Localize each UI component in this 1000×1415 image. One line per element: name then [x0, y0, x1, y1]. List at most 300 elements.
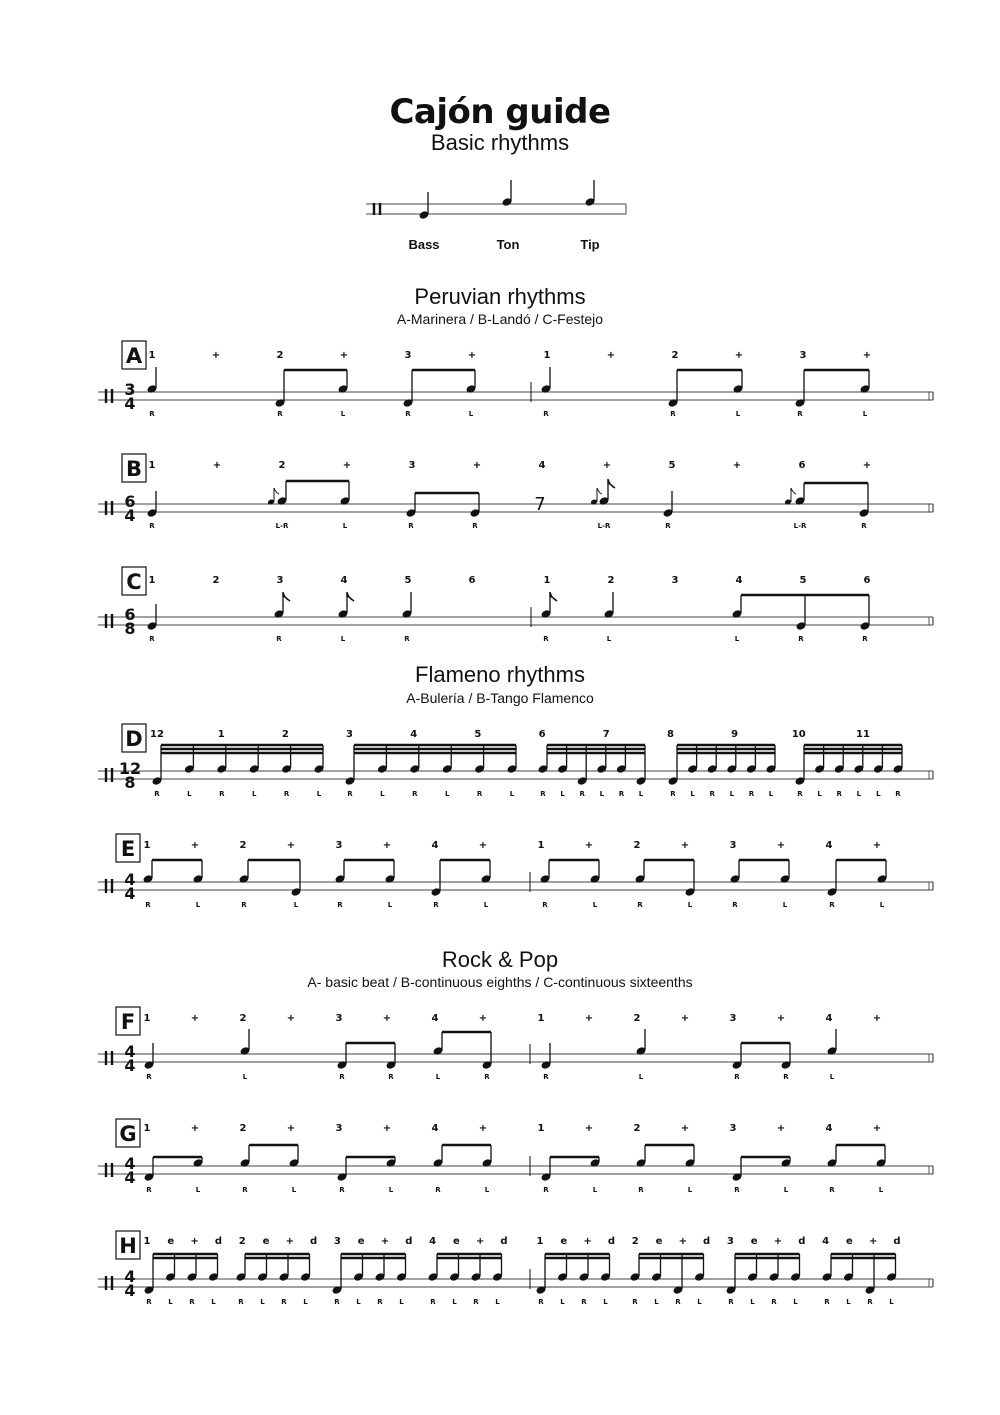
flag	[608, 479, 615, 488]
count-label: 2	[633, 1013, 641, 1024]
sticking: L-R	[793, 522, 807, 530]
count-label: +	[467, 350, 477, 361]
count-label: 3	[404, 350, 412, 361]
count-label: 6	[798, 460, 806, 471]
time-sig-bottom: 4	[124, 1056, 136, 1075]
count-label: 3	[335, 840, 343, 851]
sticking: L	[856, 790, 862, 798]
count-label: +	[190, 1236, 199, 1247]
time-sig-top: 6	[124, 492, 136, 511]
sticking: L	[817, 790, 822, 798]
sticking: L	[729, 790, 735, 798]
sticking: R	[484, 1073, 490, 1081]
sticking: L	[444, 790, 450, 798]
sticking: R	[347, 790, 353, 798]
count-label: 1	[148, 575, 156, 586]
count-label: d	[310, 1236, 318, 1247]
sticking: L	[399, 1298, 404, 1306]
sticking: L	[876, 790, 881, 798]
sticking: R	[283, 790, 290, 798]
time-sig-bottom: 4	[124, 1281, 136, 1300]
sticking: R	[146, 1073, 152, 1081]
sticking: R	[149, 635, 155, 643]
count-label: d	[405, 1236, 413, 1247]
flag	[550, 592, 557, 601]
count-label: 3	[726, 1236, 734, 1247]
sticking: L	[195, 1186, 201, 1194]
count-label: 12	[150, 729, 164, 740]
sticking: L	[846, 1298, 851, 1306]
count-label: d	[607, 1236, 615, 1247]
count-label: 4	[431, 840, 439, 851]
sticking: R	[543, 410, 549, 418]
count-label: 8	[666, 729, 674, 740]
sticking: R	[540, 790, 546, 798]
count-label: 2	[239, 1013, 247, 1024]
count-label: 1	[536, 1236, 544, 1247]
sticking: L	[495, 1298, 500, 1306]
rhythm-letter-f: F	[120, 1010, 136, 1034]
sticking: R	[867, 1298, 873, 1306]
count-label: +	[872, 1123, 882, 1134]
count-label: +	[584, 840, 594, 851]
sticking: R	[473, 1298, 479, 1306]
count-label: +	[382, 1123, 392, 1134]
sticking: R	[581, 1298, 587, 1306]
count-label: +	[286, 840, 296, 851]
count-label: 3	[333, 1236, 341, 1247]
sticking: L	[878, 1186, 884, 1194]
sticking: R	[670, 410, 676, 418]
sticking: R	[339, 1186, 345, 1194]
count-label: e	[655, 1236, 663, 1247]
count-label: +	[776, 840, 786, 851]
count-label: 5	[474, 729, 482, 740]
legend-label-tip: Tip	[580, 237, 600, 252]
time-sig-top: 6	[124, 605, 136, 624]
sticking: L	[211, 1298, 216, 1306]
sticking: L	[340, 635, 346, 643]
count-label: +	[862, 460, 872, 471]
sticking: R	[836, 790, 842, 798]
sticking: L	[829, 1073, 835, 1081]
count-label: +	[734, 350, 744, 361]
page-subtitle: Basic rhythms	[430, 130, 570, 155]
count-label: 2	[633, 840, 641, 851]
count-label: 1	[537, 1013, 545, 1024]
sticking: R	[829, 1186, 835, 1194]
sticking: R	[476, 790, 483, 798]
count-label: +	[732, 460, 742, 471]
sticking: R	[861, 522, 867, 530]
sticking: R	[709, 790, 715, 798]
sticking: R	[408, 522, 414, 530]
count-label: 2	[239, 840, 247, 851]
count-label: +	[476, 1236, 485, 1247]
count-label: 2	[607, 575, 615, 586]
sticking: R	[404, 635, 410, 643]
sticking: L	[356, 1298, 361, 1306]
sticking: L	[782, 901, 788, 909]
count-label: e	[560, 1236, 568, 1247]
sticking: R	[542, 901, 548, 909]
count-label: 1	[543, 575, 551, 586]
count-label: 1	[143, 1123, 151, 1134]
count-label: 3	[729, 840, 737, 851]
sticking: L	[592, 1186, 598, 1194]
sticking: L	[187, 790, 192, 798]
sticking: L	[889, 1298, 894, 1306]
sticking: R	[895, 790, 901, 798]
count-label: 1	[217, 729, 225, 740]
count-label: +	[862, 350, 872, 361]
count-label: 4	[825, 1013, 833, 1024]
sticking: L	[340, 410, 346, 418]
count-label: 3	[335, 1123, 343, 1134]
count-label: 1	[143, 840, 151, 851]
count-label: 4	[410, 729, 418, 740]
section-subtitle-rock-pop: A- basic beat / B-continuous eighths / C-continuous sixteenths	[307, 974, 693, 990]
rhythm-letter-d: D	[125, 727, 143, 751]
count-label: +	[606, 350, 616, 361]
count-label: 4	[825, 840, 833, 851]
time-sig-top: 12	[118, 759, 142, 778]
count-label: 1	[148, 350, 156, 361]
count-label: +	[380, 1236, 390, 1247]
time-sig-bottom: 4	[124, 506, 136, 525]
sticking: R	[154, 790, 160, 798]
sticking: R	[579, 790, 585, 798]
eighth-rest-icon: 7	[534, 494, 546, 515]
sticking: R	[632, 1298, 638, 1306]
time-sig-top: 4	[124, 870, 136, 889]
count-label: 2	[631, 1236, 639, 1247]
count-label: +	[478, 1013, 488, 1024]
count-label: 2	[276, 350, 284, 361]
section-subtitle-peruvian: A-Marinera / B-Landó / C-Festejo	[396, 311, 604, 327]
sticking: R	[618, 790, 625, 798]
count-label: +	[472, 460, 482, 471]
sticking: R	[543, 1073, 549, 1081]
sticking: R	[388, 1073, 394, 1081]
count-label: 4	[735, 575, 743, 586]
sticking: R	[241, 901, 247, 909]
count-label: 2	[238, 1236, 246, 1247]
count-label: +	[680, 1123, 690, 1134]
sticking: L	[697, 1298, 702, 1306]
count-label: e	[750, 1236, 758, 1247]
count-label: 11	[856, 729, 870, 740]
count-label: 6	[538, 729, 546, 740]
count-label: +	[583, 1236, 592, 1247]
sticking: L	[468, 410, 474, 418]
count-label: 1	[537, 1123, 545, 1134]
sticking: R	[276, 635, 282, 643]
count-label: 5	[404, 575, 412, 586]
sticking: R	[472, 522, 478, 530]
sticking: R	[277, 410, 283, 418]
sticking: R	[281, 1298, 287, 1306]
count-label: d	[214, 1236, 222, 1247]
sticking: L	[592, 901, 598, 909]
sticking: R	[219, 790, 225, 798]
count-label: +	[680, 1013, 690, 1024]
count-label: 3	[276, 575, 284, 586]
rhythm-letter-b: B	[125, 457, 143, 481]
sticking: L-R	[275, 522, 289, 530]
time-sig-bottom: 8	[124, 773, 136, 792]
sticking: L	[606, 635, 612, 643]
count-label: +	[678, 1236, 687, 1247]
sticking: R	[149, 410, 155, 418]
count-label: +	[680, 840, 690, 851]
count-label: 2	[281, 729, 289, 740]
time-sig-top: 4	[124, 1267, 136, 1286]
legend-label-ton: Ton	[496, 237, 520, 252]
sticking: L	[879, 901, 885, 909]
sticking: L	[342, 522, 348, 530]
count-label: 3	[799, 350, 807, 361]
sticking: L-R	[597, 522, 611, 530]
count-label: d	[703, 1236, 711, 1247]
sticking: L	[750, 1298, 755, 1306]
sticking: L	[560, 1298, 565, 1306]
sticking: L	[387, 901, 393, 909]
sticking: R	[405, 410, 411, 418]
time-sig-top: 3	[124, 380, 136, 399]
sticking: L	[603, 1298, 608, 1306]
sticking: L	[251, 790, 257, 798]
sticking: R	[748, 790, 755, 798]
count-label: 3	[346, 729, 354, 740]
count-label: 1	[143, 1013, 151, 1024]
count-label: 3	[335, 1013, 343, 1024]
sticking: R	[433, 901, 439, 909]
sticking: R	[798, 635, 804, 643]
sticking: R	[435, 1186, 441, 1194]
sticking: R	[146, 1186, 152, 1194]
sticking: L	[735, 410, 741, 418]
count-label: 4	[431, 1013, 439, 1024]
sticking: R	[189, 1298, 195, 1306]
sticking: L	[291, 1186, 297, 1194]
sticking: L	[509, 790, 515, 798]
sticking: R	[734, 1186, 740, 1194]
sticking: L	[435, 1073, 441, 1081]
sticking: R	[797, 790, 803, 798]
sticking: R	[797, 410, 803, 418]
sticking: L	[599, 790, 605, 798]
count-label: e	[262, 1236, 270, 1247]
count-label: 4	[822, 1236, 830, 1247]
grace-flag	[597, 488, 602, 494]
section-title-rock-pop: Rock & Pop	[441, 947, 559, 972]
section-subtitle-flamenco: A-Bulería / B-Tango Flamenco	[406, 690, 594, 706]
count-label: +	[190, 1013, 200, 1024]
count-label: 5	[799, 575, 807, 586]
sticking: R	[543, 1186, 549, 1194]
time-sig-bottom: 4	[124, 394, 136, 413]
count-label: 5	[668, 460, 676, 471]
sticking: R	[783, 1073, 789, 1081]
count-label: +	[869, 1236, 878, 1247]
sticking: R	[149, 522, 155, 530]
count-label: 4	[340, 575, 348, 586]
sticking: L	[793, 1298, 798, 1306]
count-label: 3	[729, 1013, 737, 1024]
sticking: R	[728, 1298, 734, 1306]
count-label: e	[167, 1236, 175, 1247]
count-label: +	[602, 460, 612, 471]
sticking: L	[195, 901, 201, 909]
sticking: R	[339, 1073, 345, 1081]
count-label: 10	[791, 729, 806, 740]
count-label: 6	[863, 575, 871, 586]
count-label: 7	[602, 729, 610, 740]
section-title-peruvian: Peruvian rhythms	[414, 284, 586, 309]
sticking: R	[377, 1298, 383, 1306]
count-label: +	[478, 840, 488, 851]
sticking: L	[168, 1298, 173, 1306]
count-label: d	[500, 1236, 508, 1247]
section-title-flamenco: Flameno rhythms	[415, 662, 585, 687]
count-label: +	[285, 1236, 294, 1247]
sticking: L	[260, 1298, 265, 1306]
count-label: +	[584, 1013, 594, 1024]
sticking: R	[638, 1186, 644, 1194]
sticking: L	[452, 1298, 457, 1306]
sticking: L	[734, 635, 740, 643]
sticking: L	[303, 1298, 308, 1306]
count-label: +	[342, 460, 352, 471]
count-label: +	[773, 1236, 783, 1247]
grace-flag	[791, 488, 796, 494]
count-label: +	[286, 1013, 296, 1024]
sticking: L	[687, 1186, 693, 1194]
count-label: +	[212, 460, 222, 471]
count-label: +	[286, 1123, 296, 1134]
sticking: R	[675, 1298, 681, 1306]
count-label: +	[382, 840, 392, 851]
sticking: R	[146, 1298, 152, 1306]
count-label: 3	[671, 575, 679, 586]
sticking: R	[430, 1298, 436, 1306]
sticking: R	[543, 635, 549, 643]
rhythm-letter-c: C	[126, 570, 142, 594]
grace-flag	[274, 488, 279, 494]
sticking: L	[316, 790, 322, 798]
sticking: R	[538, 1298, 544, 1306]
count-label: d	[893, 1236, 901, 1247]
legend-label-bass: Bass	[408, 237, 440, 252]
sticking: L	[687, 901, 693, 909]
sticking: R	[242, 1186, 248, 1194]
count-label: +	[776, 1123, 786, 1134]
sticking: R	[337, 901, 343, 909]
sticking: R	[145, 901, 151, 909]
sticking: R	[862, 635, 868, 643]
time-sig-top: 4	[124, 1042, 136, 1061]
count-label: 3	[408, 460, 416, 471]
time-sig-top: 4	[124, 1154, 136, 1173]
sticking: L	[380, 790, 385, 798]
count-label: 4	[431, 1123, 439, 1134]
sticking: L	[690, 790, 695, 798]
count-label: 2	[633, 1123, 641, 1134]
count-label: 2	[239, 1123, 247, 1134]
count-label: 4	[429, 1236, 437, 1247]
sticking: R	[824, 1298, 830, 1306]
sticking: L	[783, 1186, 789, 1194]
sticking: L	[862, 410, 868, 418]
rhythm-letter-e: E	[120, 837, 136, 861]
count-label: +	[382, 1013, 392, 1024]
sticking: R	[771, 1298, 777, 1306]
sticking: L	[638, 1073, 644, 1081]
time-sig-bottom: 4	[124, 1168, 136, 1187]
time-sig-bottom: 8	[124, 619, 136, 638]
count-label: 2	[212, 575, 220, 586]
sticking: L	[654, 1298, 659, 1306]
count-label: +	[478, 1123, 488, 1134]
count-label: 1	[543, 350, 551, 361]
count-label: +	[872, 840, 882, 851]
sticking: R	[670, 790, 676, 798]
sticking: L	[638, 790, 644, 798]
count-label: 1	[537, 840, 545, 851]
count-label: 3	[729, 1123, 737, 1134]
sticking: L	[560, 790, 565, 798]
sticking: R	[665, 522, 671, 530]
count-label: e	[453, 1236, 460, 1247]
sticking: L	[388, 1186, 394, 1194]
sticking: R	[334, 1298, 340, 1306]
sticking: L	[483, 901, 489, 909]
count-label: +	[190, 1123, 200, 1134]
count-label: +	[211, 350, 221, 361]
count-label: 4	[825, 1123, 833, 1134]
rhythm-letter-h: H	[119, 1234, 137, 1258]
sticking: L	[293, 901, 299, 909]
count-label: 2	[278, 460, 286, 471]
count-label: +	[776, 1013, 786, 1024]
rhythm-letter-g: G	[119, 1122, 137, 1146]
sticking: R	[732, 901, 738, 909]
count-label: 9	[731, 729, 739, 740]
sticking: R	[734, 1073, 740, 1081]
time-sig-bottom: 4	[124, 884, 136, 903]
rhythm-letter-a: A	[125, 344, 143, 368]
count-label: 4	[538, 460, 546, 471]
count-label: 2	[671, 350, 679, 361]
sticking: L	[484, 1186, 490, 1194]
count-label: +	[584, 1123, 594, 1134]
sticking: R	[412, 790, 418, 798]
count-label: e	[357, 1236, 365, 1247]
count-label: d	[798, 1236, 806, 1247]
count-label: +	[339, 350, 349, 361]
count-label: 1	[143, 1236, 151, 1247]
count-label: +	[190, 840, 200, 851]
sticking: L	[768, 790, 774, 798]
count-label: e	[846, 1236, 853, 1247]
count-label: 1	[148, 460, 156, 471]
page-title: Cajón guide	[389, 92, 611, 132]
flag	[347, 592, 354, 601]
sticking: R	[238, 1298, 244, 1306]
count-label: 6	[468, 575, 476, 586]
flag	[283, 592, 290, 601]
